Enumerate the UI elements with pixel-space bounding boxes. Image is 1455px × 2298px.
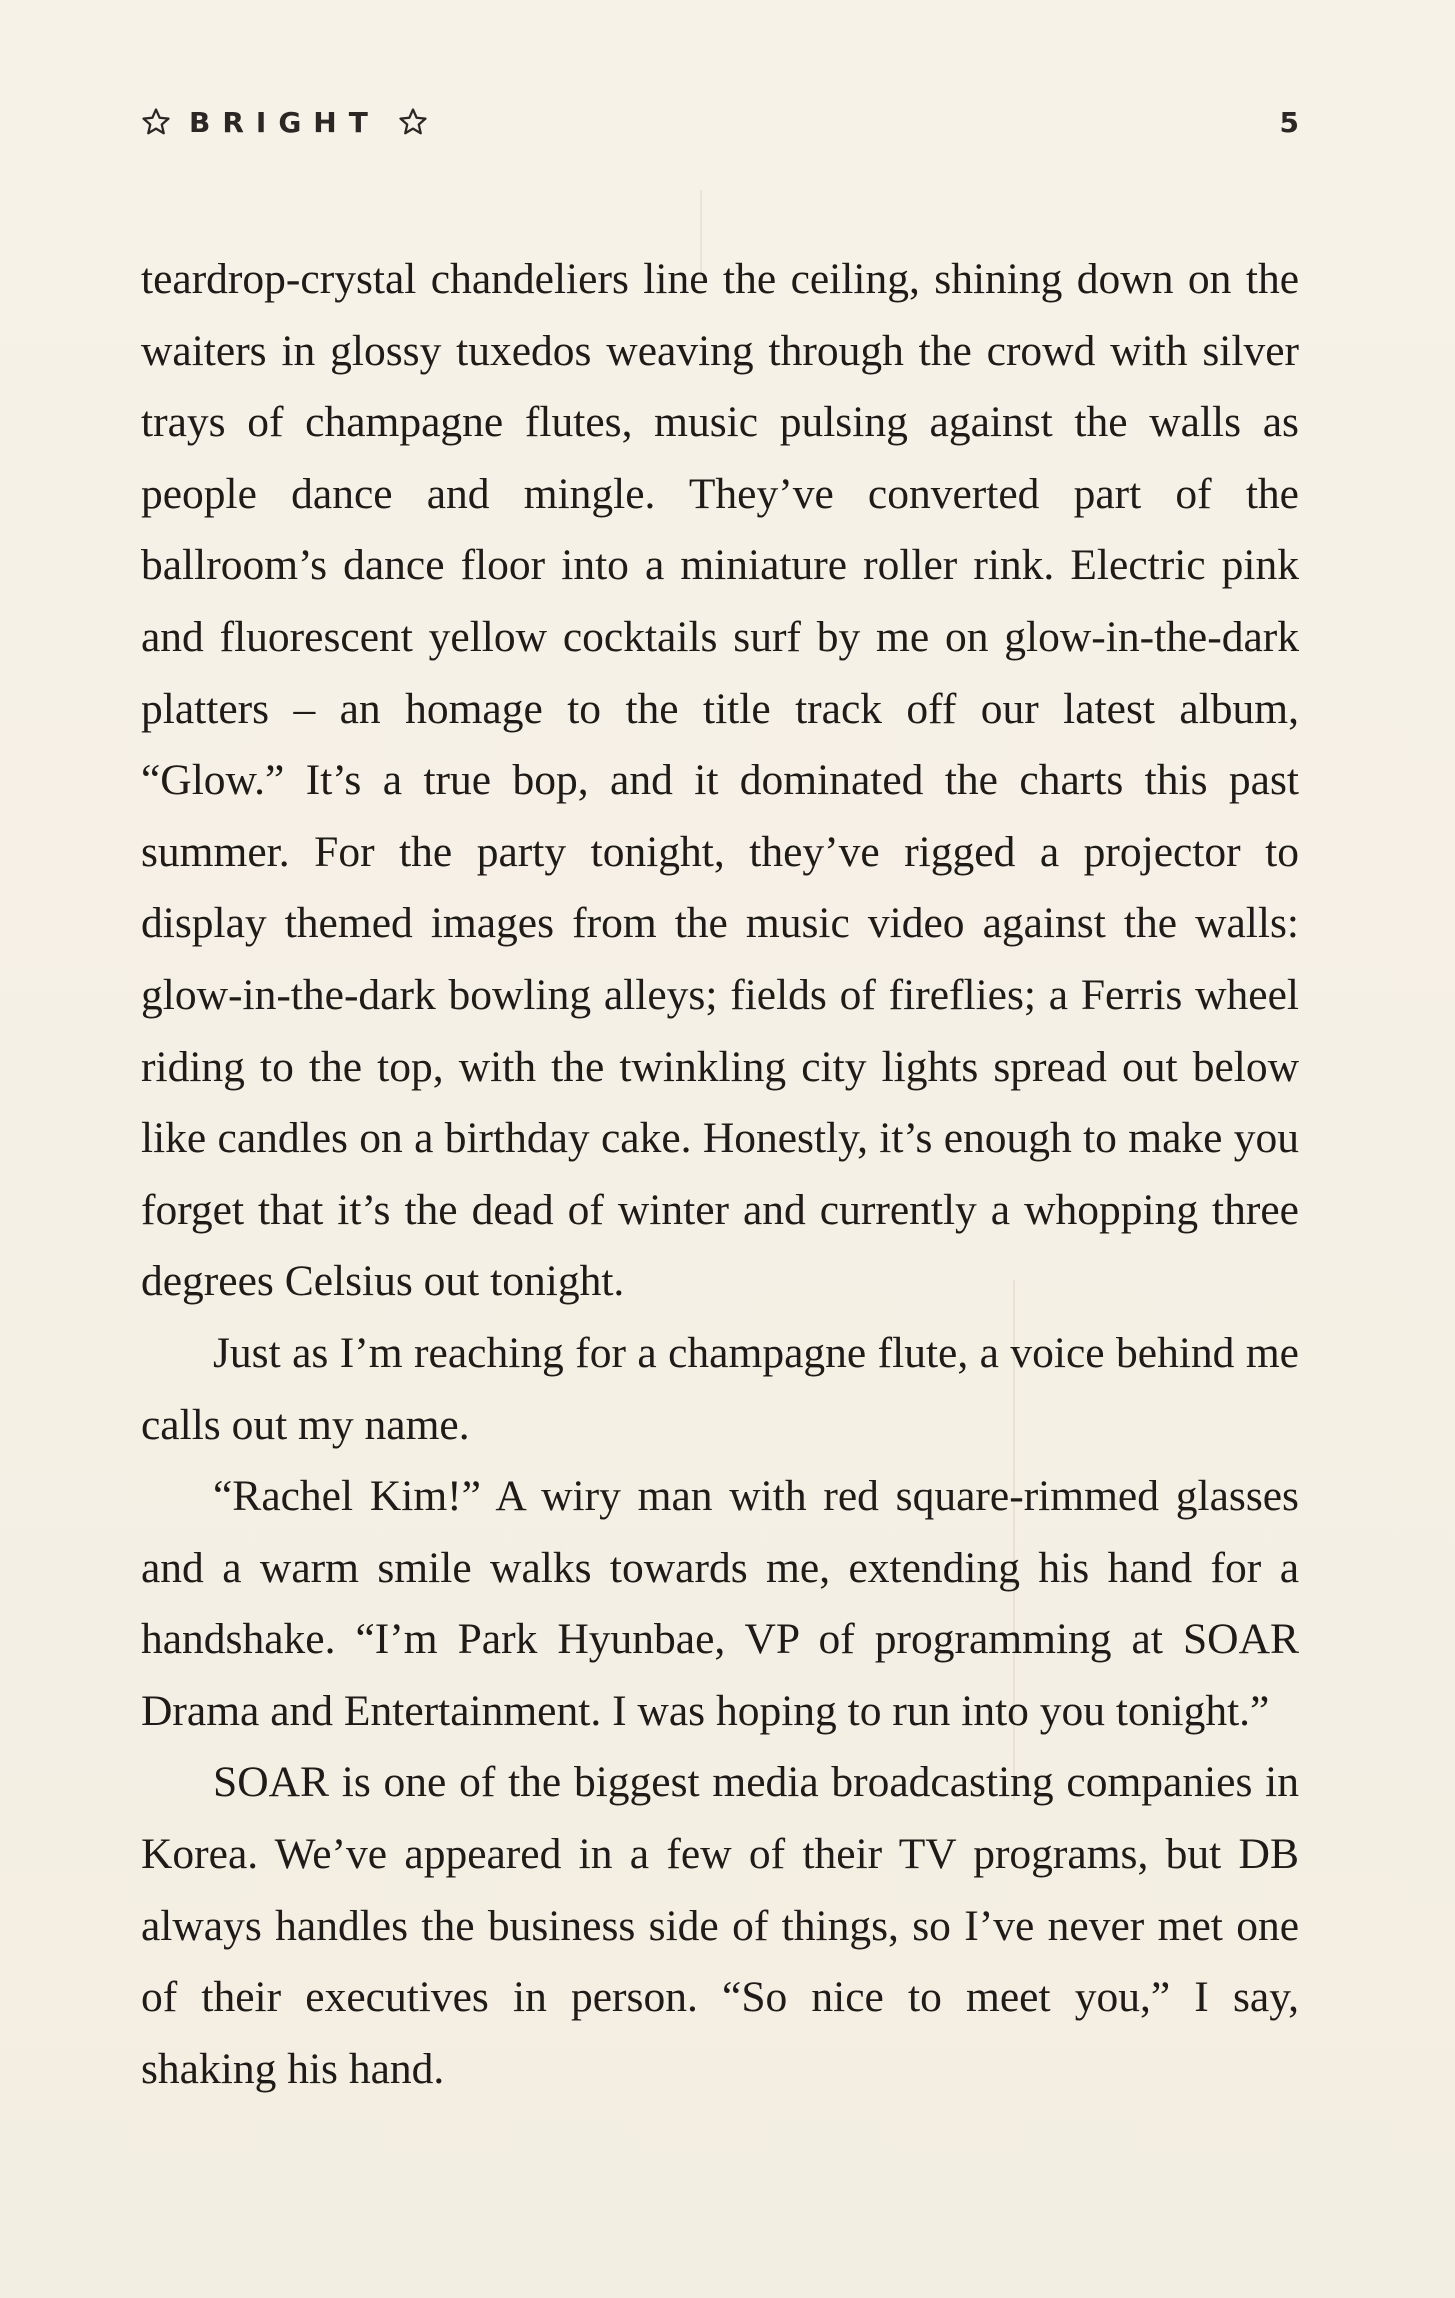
paragraph: SOAR is one of the biggest media broadcasting companies in Korea. We’ve appeared in a few of their TV programs, but DB always handles the business side of things, so I’ve never met one of their executives in person. “So nice to meet you,” I say, shaking his hand. [141,1758,1299,2093]
page-number: 5 [1279,105,1299,139]
paragraph: “Rachel Kim!” A wiry man with red square-rimmed glasses and a warm smile walks towards me, extending his hand for a handshake. “I’m Park Hyunbae, VP of programming at SOAR Drama and Entertainment. I was hoping to run into you tonight.” [141,1472,1299,1735]
star-outline-icon [141,107,171,137]
running-head-group [141,106,428,139]
star-outline-icon [398,107,428,137]
running-header [141,100,1299,144]
body-text [141,244,1299,2105]
paragraph: teardrop-crystal chandeliers line the ceiling, shining down on the waiters in glossy tuxedos weaving through the crowd with silver trays of champagne flutes, music pulsing against the walls as people dance and mingle. They’ve converted part of the ballroom’s dance floor into a miniature roller rink. Electric pink and fluorescent yellow cocktails surf by me on glow-in-the-dark platters – an homage to the title track off our latest album, “Glow.” It’s a true bop, and it dominated the charts this past summer. For the party tonight, they’ve rigged a projector to display themed images from the music video against the walls: glow-in-the-dark bowling alleys; fields of fireflies; a Ferris wheel riding to the top, with the twinkling city lights spread out below like candles on a birthday cake. Honestly, it’s enough to make you forget that it’s the dead of winter and currently a whopping three degrees Celsius out tonight. [141,255,1299,1306]
paragraph: Just as I’m reaching for a champagne flute, a voice behind me calls out my name. [141,1328,1299,1449]
running-head-title: BRIGHT [189,105,380,139]
